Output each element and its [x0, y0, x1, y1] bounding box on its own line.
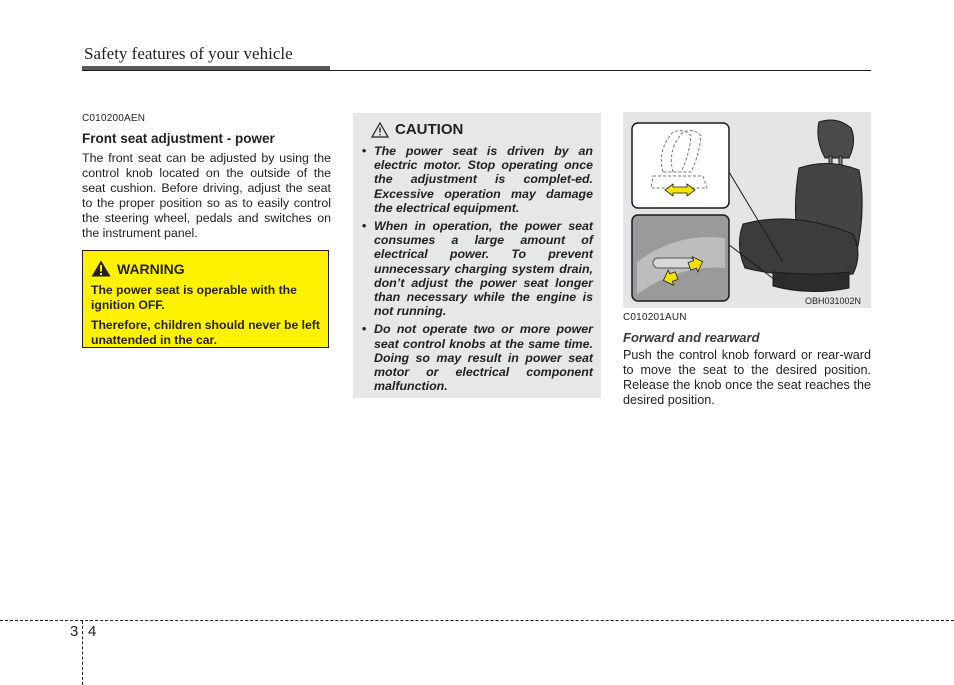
figure-caption: OBH031002N: [805, 296, 862, 306]
subsection-body: Push the control knob forward or rear-ward to move the seat to the desired position. Release the knob once the seat reaches the desired position.: [623, 348, 871, 408]
warning-triangle-icon: [91, 260, 111, 277]
footer-rule: [0, 620, 954, 621]
section-body: The front seat can be adjusted by using the control knob located on the outside of the seat cushion. Before driving, adjust the seat to the proper position so as to easily control the steering wheel, pedals and switches on the instrument panel.: [82, 151, 331, 241]
section-title: Front seat adjustment - power: [82, 131, 275, 146]
subsection-code: C010201AUN: [623, 312, 687, 323]
page-header-title: Safety features of your vehicle: [84, 44, 293, 63]
power-seat-illustration: [623, 112, 871, 308]
page-number: 4: [88, 623, 97, 640]
caution-item: • When in operation, the power seat consumes a large amount of electrical power. To prevent unnecessary charging system drain, don’t adjust the power seat longer than necessary while the engine is not running.: [362, 219, 593, 319]
caution-item: • The power seat is driven by an electric motor. Stop operating once the adjustment is complet-ed. Excessive operation may damage the electrical equipment.: [362, 144, 593, 215]
warning-line-children: Therefore, children should never be left unattended in the car.: [91, 318, 320, 347]
section-code: C010200AEN: [82, 113, 146, 124]
warning-heading-label: WARNING: [117, 260, 185, 277]
caution-item: • Do not operate two or more power seat control knobs at the same time. Doing so may result in power seat motor or electrical component malfunction.: [362, 322, 593, 394]
caution-triangle-icon: [371, 122, 389, 138]
header-rule: [82, 70, 871, 71]
caution-box: [353, 113, 601, 398]
subsection-forward-rearward: [623, 312, 871, 408]
inset-seat-motion: [632, 123, 729, 208]
caution-heading-label: CAUTION: [395, 121, 464, 138]
caution-heading: [371, 121, 593, 138]
warning-heading: [91, 260, 320, 277]
footer-divider: [82, 621, 83, 685]
subsection-title: Forward and rearward: [623, 330, 760, 345]
warning-line-ignition: The power seat is operable with the ignition OFF.: [91, 283, 297, 312]
inset-control-knob: [632, 215, 729, 301]
seat-illustration: [623, 112, 871, 308]
section-front-seat-power: [82, 113, 331, 242]
warning-box: [82, 250, 329, 348]
caution-list: [362, 144, 593, 393]
page-chapter-number: 3: [70, 623, 79, 640]
